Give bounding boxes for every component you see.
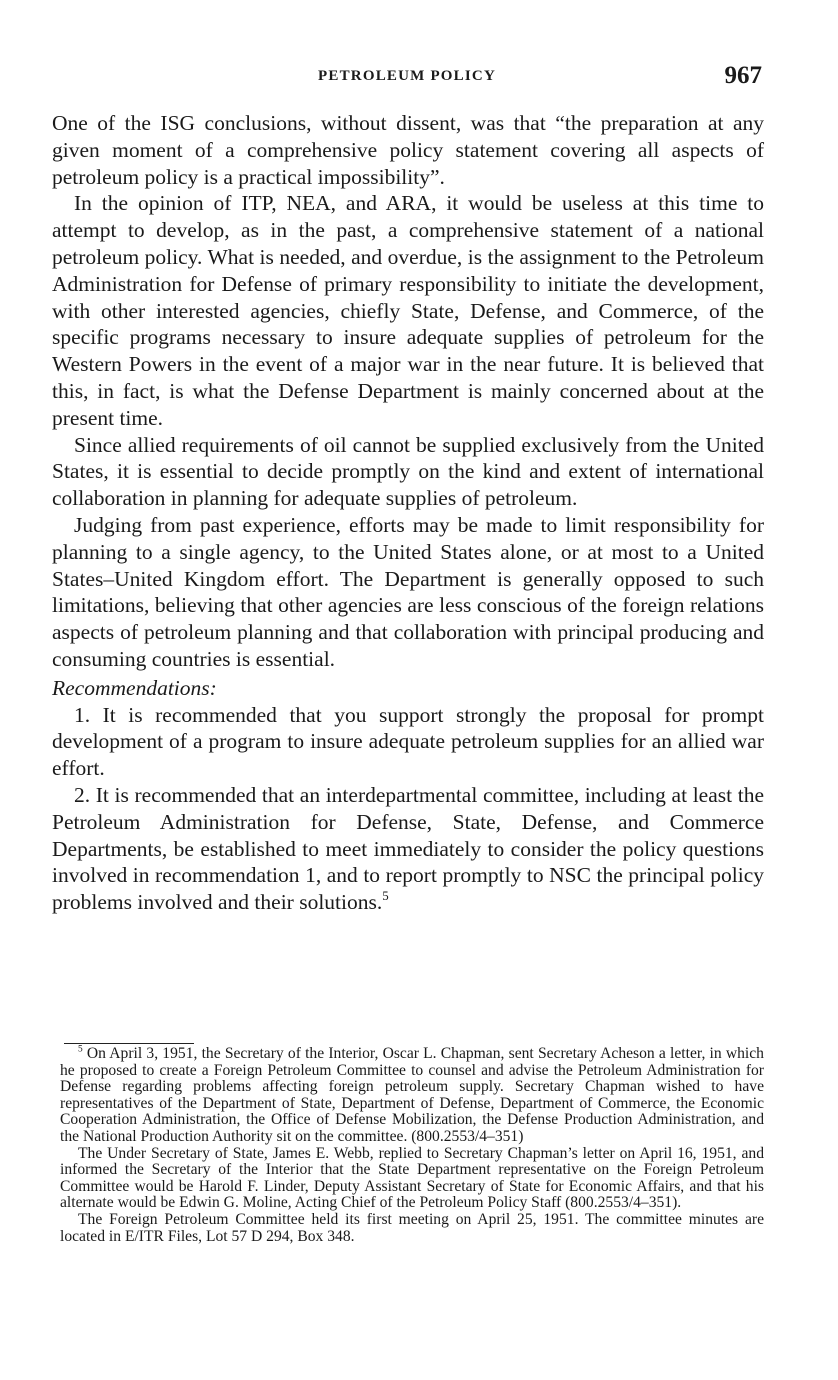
recommendation-1: 1. It is recommended that you support strongly the proposal for prompt development of a program to insure adequate petroleum supplies for an allied war effort. — [52, 702, 764, 781]
paragraph-allied-requirements: Since allied requirements of oil cannot be supplied exclusively from the United States, it is essential to decide promptly on the kind and extent of international collaboration in planning for adequate supplies of petroleum. — [52, 432, 764, 511]
recommendation-2-text: 2. It is recommended that an interdepartmental committee, including at least the Petroleum Administration for Defense, State, Defense, and Commerce Departments, be established to meet immediately to consider the policy questions involved in recommendation 1, and to report promptly to NSC the principal policy problems involved and their solutions. — [52, 782, 764, 915]
page-header — [52, 62, 762, 92]
footnote-text-1: On April 3, 1951, the Secretary of the Interior, Oscar L. Chapman, sent Secretary Acheson a letter, in which he proposed to create a Foreign Petroleum Committee to counsel and advise the Petroleum Administration for Defense regarding problems affecting foreign petroleum supply. Secretary Chapman wished to have representatives of the Department of State, Department of Defense, Department of Commerce, the Economic Cooperation Administration, the Office of Defense Mobilization, the Defense Production Administration, and the National Production Authority sit on the committee. (800.2553/4–351) — [60, 1045, 764, 1145]
running-title: PETROLEUM POLICY — [318, 68, 496, 84]
footnote-paragraph-3: The Foreign Petroleum Committee held its first meeting on April 25, 1951. The committee minutes are located in E/ITR Files, Lot 57 D 294, Box 348. — [60, 1210, 764, 1245]
footnote-reference-marker: 5 — [382, 889, 389, 904]
paragraph-isg-conclusion: One of the ISG conclusions, without dissent, was that “the preparation at any given moment of a comprehensive policy statement covering all aspects of petroleum policy is a practical impossibility”. — [52, 111, 764, 189]
footnote-paragraph-2: The Under Secretary of State, James E. Webb, replied to Secretary Chapman’s letter on April 16, 1951, and informed the Secretary of the Interior that the State Department representative on the Foreign Petroleum Committee would be Harold F. Linder, Deputy Assistant Secretary of State for Economic Affairs, and that his alternate would be Edwin G. Moline, Acting Chief of the Petroleum Policy Staff (800.2553/4–351). — [60, 1144, 764, 1212]
body-text — [52, 110, 764, 916]
footnote-divider — [64, 1043, 194, 1044]
paragraph-past-experience: Judging from past experience, efforts may be made to limit responsibility for planning to a single agency, to the United States alone, or at most to a United States–United Kingdom effort. The Department is generally opposed to such limitations, believing that other agencies are less conscious of the foreign relations aspects of petroleum planning and that collaboration with principal producing and consuming countries is essential. — [52, 512, 764, 671]
page-number: 967 — [724, 62, 762, 89]
recommendations-heading: Recommendations: — [52, 675, 217, 700]
paragraph-itp-nea-ara-opinion: In the opinion of ITP, NEA, and ARA, it would be useless at this time to attempt to develop, as in the past, a comprehensive statement of a national petroleum policy. What is needed, and overdue, is the assignment to the Petroleum Administration for Defense of primary responsibility to initiate the development, with other interested agencies, chiefly State, Defense, and Commerce, of the specific programs necessary to insure adequate supplies of petroleum for the Western Powers in the event of a major war in the near future. It is believed that this, in fact, is what the Defense Department is mainly concerned about at the present time. — [52, 191, 764, 430]
footnotes — [60, 1046, 764, 1245]
recommendation-2 — [52, 782, 764, 916]
footnote-paragraph-1 — [60, 1046, 764, 1146]
footnote-marker: 5 — [78, 1044, 83, 1055]
